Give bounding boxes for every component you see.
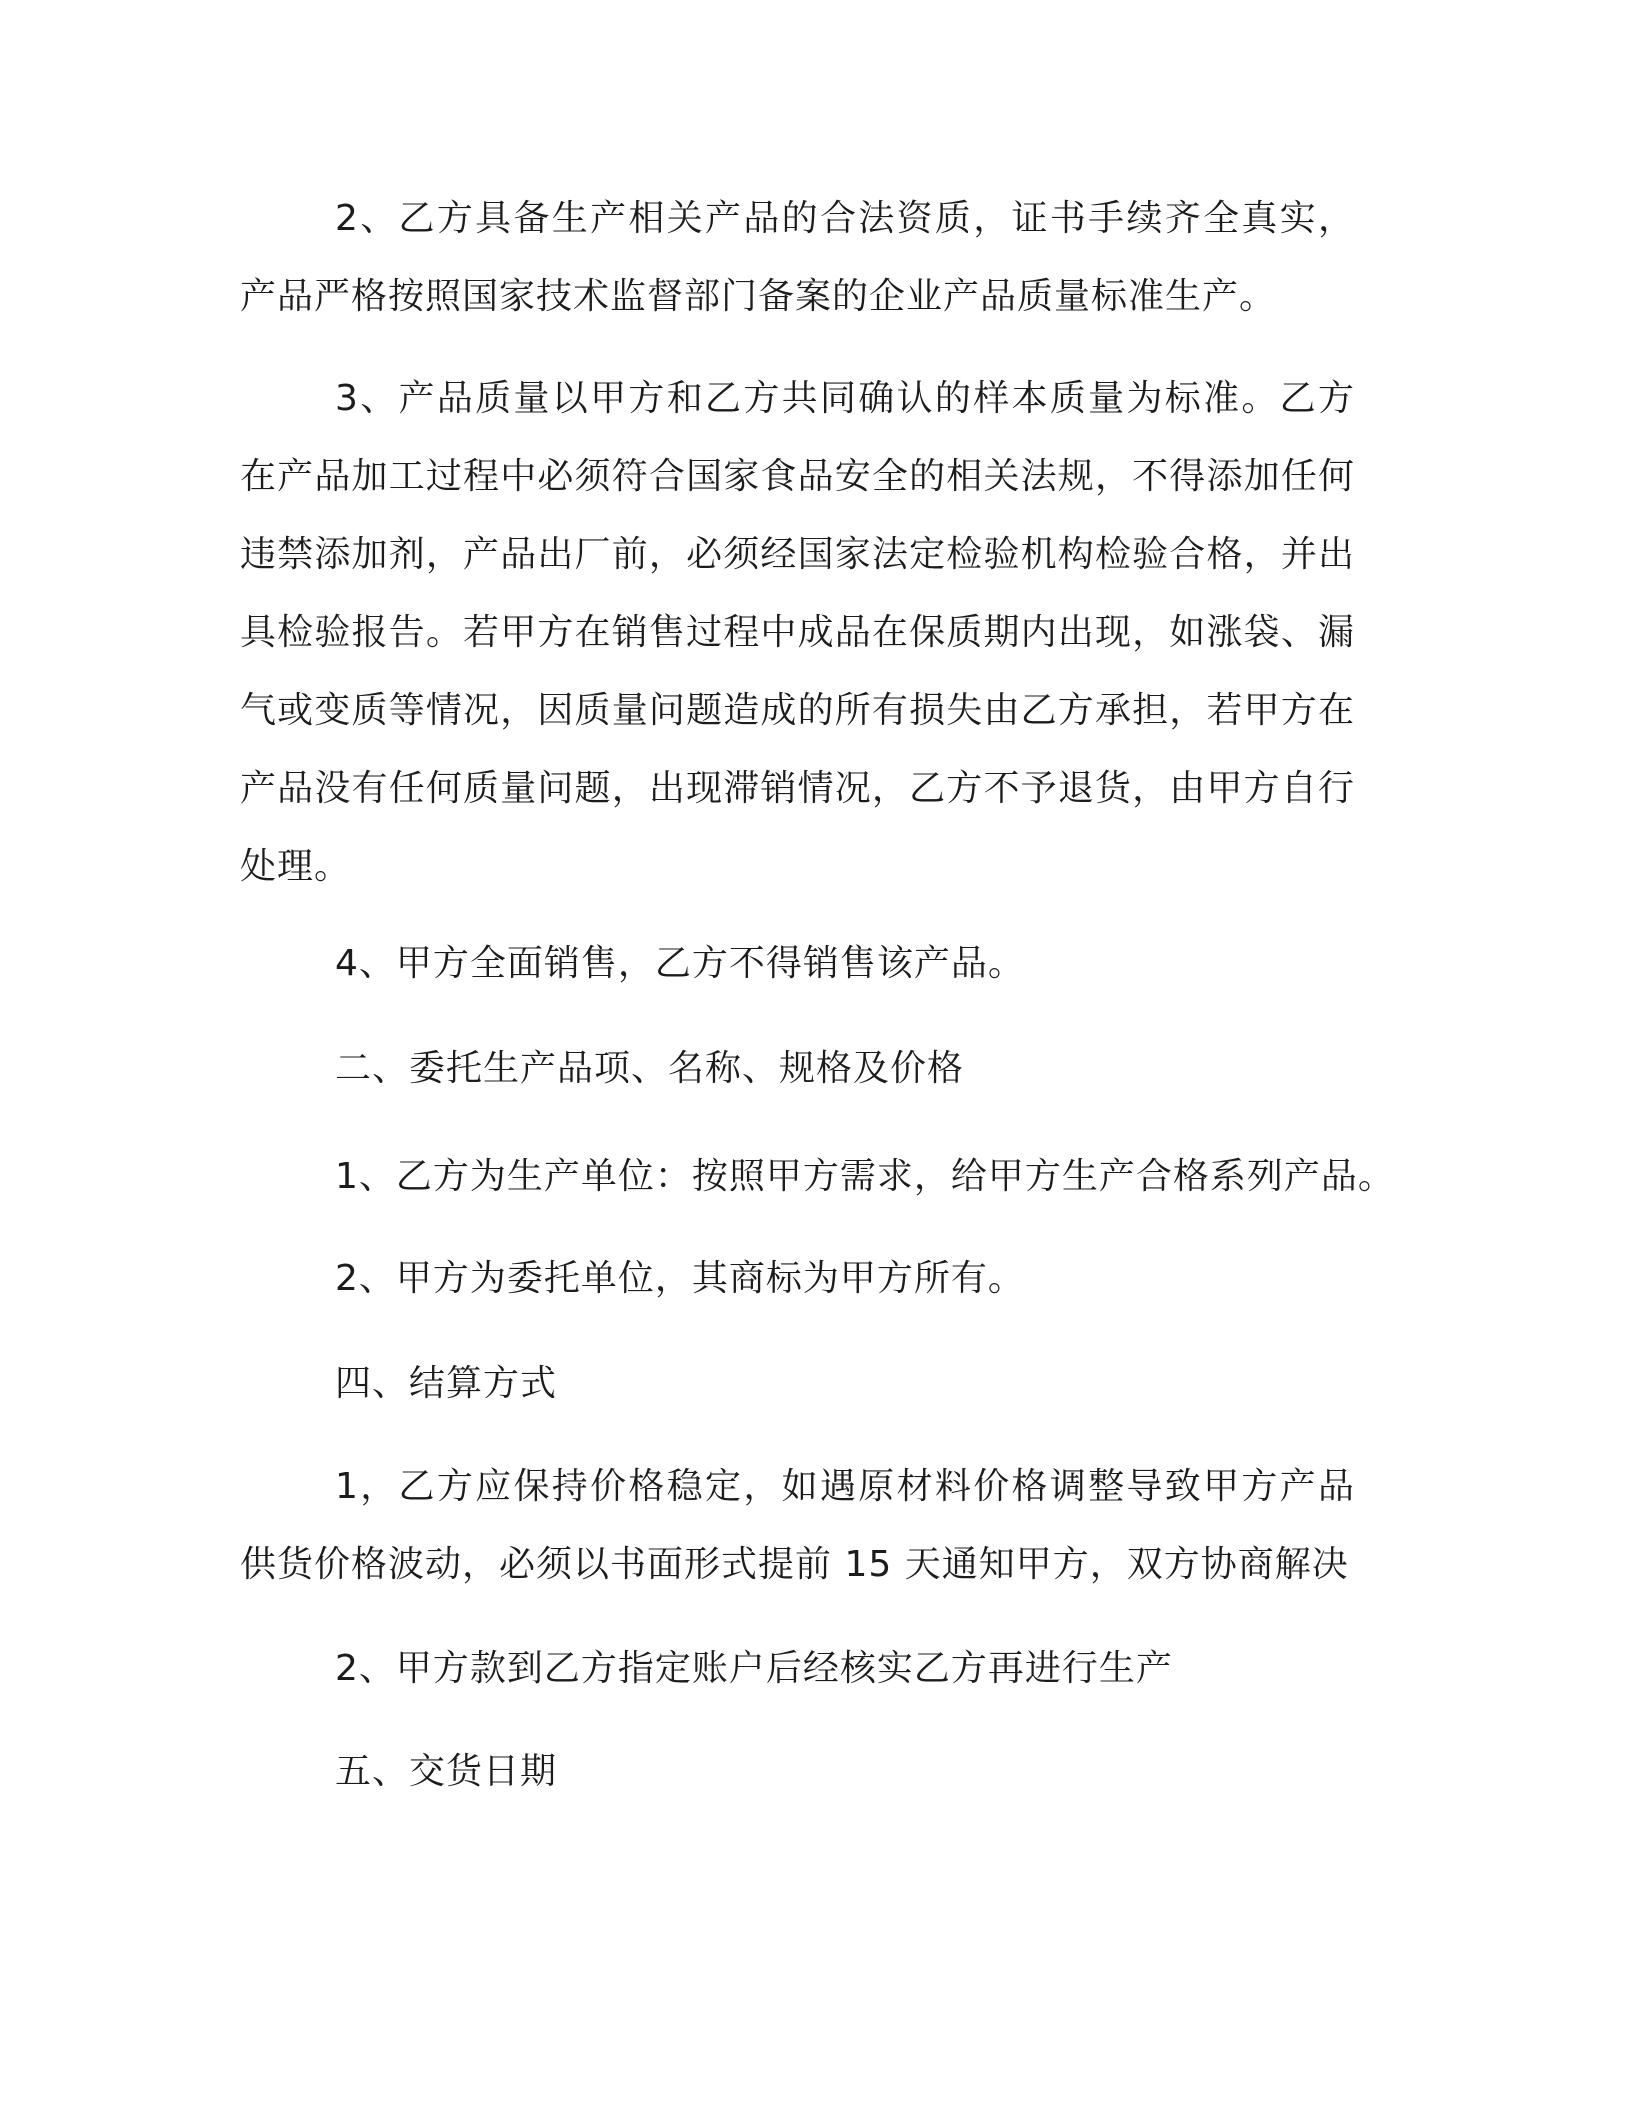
- paragraph-production-unit: 1、乙方为生产单位：按照甲方需求，给甲方生产合格系列产品。: [335, 1156, 1395, 1197]
- paragraph-trademark: 2、甲方为委托单位，其商标为甲方所有。: [335, 1258, 1025, 1299]
- paragraph-qualification: 2、乙方具备生产相关产品的合法资质，证书手续齐全真实，产品严格按照国家技术监督部门备案的企业产品质量标准生产。: [240, 198, 1355, 317]
- paragraph-price-stability: 1，乙方应保持价格稳定，如遇原材料价格调整导致甲方产品供货价格波动，必须以书面形式提前 15 天通知甲方，双方协商解决: [240, 1466, 1355, 1585]
- paragraph-payment: 2、甲方款到乙方指定账户后经核实乙方再进行生产: [335, 1648, 1173, 1689]
- section-heading-delivery: 五、交货日期: [335, 1751, 558, 1792]
- document-page: [240, 0, 1415, 2112]
- paragraph-sales-rights: 4、甲方全面销售，乙方不得销售该产品。: [335, 943, 1025, 984]
- paragraph-quality-standard: 3、产品质量以甲方和乙方共同确认的样本质量为标准。乙方在产品加工过程中必须符合国家食品安全的相关法规，不得添加任何违禁添加剂，产品出厂前，必须经国家法定检验机构检验合格，并出具检验报告。若甲方在销售过程中成品在保质期内出现，如涨袋、漏气或变质等情况，因质量问题造成的所有损失由乙方承担，若甲方在产品没有任何质量问题，出现滞销情况，乙方不予退货，由甲方自行处理。: [240, 378, 1355, 887]
- section-heading-settlement: 四、结算方式: [335, 1363, 558, 1404]
- section-heading-products: 二、委托生产品项、名称、规格及价格: [335, 1048, 965, 1089]
